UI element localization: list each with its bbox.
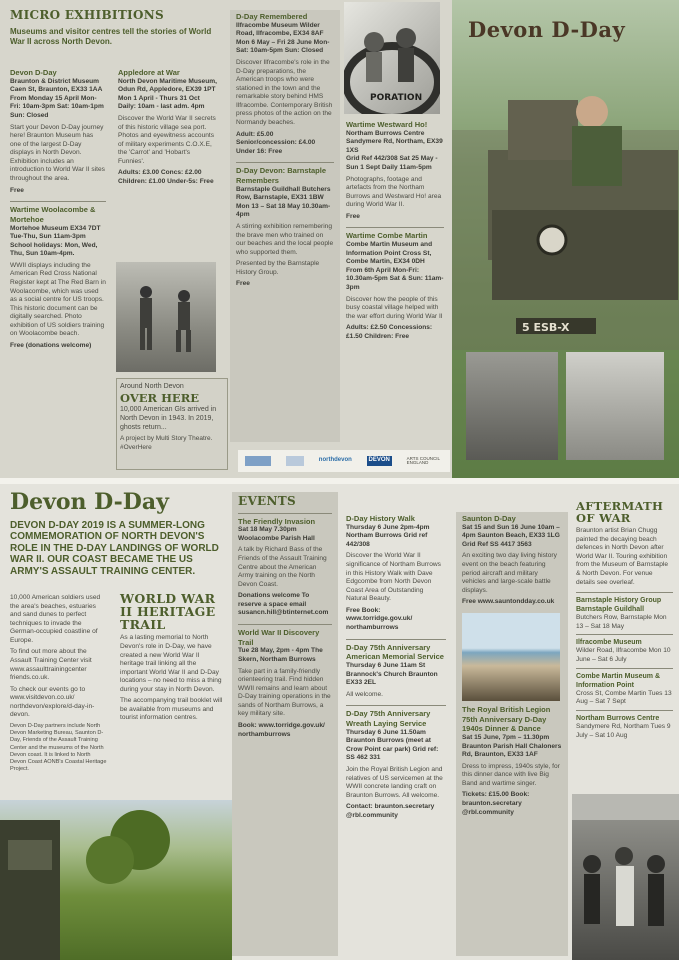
- event-text: Take part in a family-friendly orienteering trail. Find hidden WWII remains and learn about D-Day training operations in the sands of Northam Burrows, a key military site.: [238, 667, 331, 718]
- partner-logos: [238, 450, 450, 472]
- logo-placeholder: [286, 456, 304, 466]
- exhibit-venue: Ilfracombe Museum Wilder Road, Ilfracombe, EX34 8AF: [236, 21, 324, 38]
- intro-text: Museums and visitor centres tell the stories of World War II across North Devon.: [10, 26, 212, 46]
- brand-title: Devon D-Day: [10, 489, 169, 515]
- exhibit-title: Wartime Woolacombe & Mortehoe: [10, 205, 96, 224]
- exhibit-dates: Mon 13 – Sat 18 May 10.30am-4pm: [236, 202, 331, 219]
- heritage-text-2: The accompanying trail booklet will be available from museums and tourist information centres.: [120, 697, 223, 722]
- event-title: The Royal British Legion 75th Anniversary D-Day 1940s Dinner & Dance: [462, 704, 551, 734]
- lifebelt-caption: PORATION: [370, 93, 423, 103]
- exhibit-dates: From Monday 15 April Mon-Fri: 10am-3pm Sat: 10am-1pm Sun: Closed: [10, 94, 104, 119]
- bottom-panel: [0, 484, 679, 960]
- soldiers-text: 10,000 American soldiers used the area's beaches, estuaries and sand dunes to perfect techniques to invade the German-occupied coastline of Europe.: [10, 594, 101, 644]
- section-title: MICRO EXHIBITIONS: [10, 8, 164, 22]
- partners-text: Devon D-Day partners include North Devon Marketing Bureau, Saunton D-Day, Friends of the Assault Training Center and the museums of the North Devon coast. It is linked to North Devon Coast AONB's Coastal Heritage Project.: [10, 722, 107, 773]
- check-text: To check our events go to www.visitdevon.co.uk/ northdevon/explore/d-day-in-devon.: [10, 685, 95, 719]
- event-title: The Friendly Invasion: [238, 516, 316, 526]
- event-venue: Thursday 6 June 2pm-4pm Northam Burrows Grid ref 442/308: [346, 523, 430, 548]
- children-photo: [344, 2, 440, 114]
- jeep-plate: 5 ESB-X: [522, 321, 570, 334]
- event-extra: Free www.sauntondday.co.uk: [462, 598, 555, 606]
- event-text: Dress to impress, 1940s style, for this dinner dance with live Big Band and wartime singer.: [462, 762, 560, 787]
- exhibit-text: A stirring exhibition remembering the brave men who trained on our beaches and the local people who supported them.: [236, 222, 334, 256]
- northdevon-logo: northdevon: [318, 457, 352, 464]
- event-venue: Thursday 6 June 11am St Brannock's Church Braunton EX33 2EL: [346, 662, 438, 687]
- aftermath-title: AFTERMATH OF WAR: [576, 499, 664, 526]
- aftermath-venue-title: Northam Burrows Centre: [576, 714, 660, 722]
- exhibit-venue: Combe Martin Museum and Information Point Cross St, Combe Martin, EX34 0DH: [346, 241, 433, 266]
- event-text: Discover the World War II significance of Northam Burrows in this History Walk with Dave Edgcombe from North Devon Coast Area of Outstanding Natural Beauty.: [346, 552, 441, 603]
- event-text: An exciting two day living history event on the beach featuring period aircraft and military vehicles and large-scale battle displays.: [462, 552, 557, 594]
- exhibit-price: Free (donations welcome): [10, 341, 92, 349]
- aftermath-venue-title: Ilfracombe Museum: [576, 639, 642, 647]
- heritage-title: WORLD WAR II HERITAGE TRAIL: [120, 591, 216, 633]
- exhibit-text: Discover how the people of this busy coastal village helped with the war effort during World War II: [346, 295, 443, 320]
- brand-title: Devon D-Day: [468, 17, 626, 42]
- beach-photo: [566, 352, 664, 460]
- aftermath-venue-title: Combe Martin Museum & Information Point: [576, 672, 661, 689]
- exhibit-price: Adults: £3.00 Concs: £2.00 Children: £1.00 Under-5s: Free: [118, 169, 214, 185]
- jeep-photo: [452, 0, 679, 478]
- over-here-title: OVER HERE: [120, 391, 200, 406]
- top-panel: [0, 0, 679, 478]
- exhibit-venue: North Devon Maritime Museum, Odun Rd, Appledore, EX39 1PT: [118, 77, 217, 94]
- event-text: Join the Royal British Legion and relatives of US servicemen at the WWII concrete landing craft on Braunton Burrows. All welcome.: [346, 766, 443, 799]
- event-extra: Donations welcome To reserve a space email susancn.hill@btinternet.com: [238, 592, 329, 617]
- event-extra: Book: www.torridge.gov.uk/ northamburrows: [238, 721, 325, 738]
- exhibit-title: Wartime Combe Martin: [346, 231, 428, 241]
- exhibit-price: Free: [346, 212, 360, 220]
- aftermath-text: Braunton artist Brian Chugg painted the decaying beach defences in North Devon after World War II. Touring exhibition from the Museum of Barnstaple & North Devon. For venue details see overleaf.: [576, 527, 668, 586]
- event-title: Saunton D-Day: [462, 514, 516, 523]
- event-extra: Contact: braunton.secretary @rbl.community: [346, 803, 435, 819]
- heritage-text: As a lasting memorial to North Devon's role in D-Day, we have created a new World War II heritage trail linking all the important World War II and D-Day locations – no need to miss a thing during your stay in North Devon.: [120, 634, 222, 693]
- exhibit-title: D-Day Remembered: [236, 12, 308, 21]
- exhibit-venue: Mortehoe Museum EX34 7DT: [10, 224, 101, 232]
- soldiers-photo: [116, 262, 216, 372]
- aftermath-venue-text: Wilder Road, Ilfracombe Mon 10 June – Sat 6 July: [576, 647, 671, 664]
- over-here-text: 10,000 American GIs arrived in North Devon in 1943. In 2019, ghosts return...: [120, 406, 217, 431]
- exhibit-venue: Barnstaple Guildhall Butchers Row, Barnstaple, EX31 1BW: [236, 185, 331, 202]
- aftermath-venue-text: Sandymere Rd, Northam Tues 9 July – Sat 10 Aug: [576, 723, 671, 739]
- event-title: D-Day History Walk: [346, 514, 415, 523]
- over-here-credit: A project by Multi Story Theatre. #OverHere: [120, 435, 213, 451]
- event-extra: All welcome.: [346, 690, 384, 698]
- devon-logo: DEVON: [367, 456, 392, 466]
- exhibit-dates: Tue-Thu, Sun 11am-3pm School holidays: Mon, Wed, Thu, Sun 10am-4pm.: [10, 233, 98, 258]
- event-title: D-Day 75th Anniversary Wreath Laying Service: [346, 709, 431, 728]
- over-here-label: Around North Devon: [120, 383, 184, 390]
- exhibit-text: Photographs, footage and artefacts from the Northam Burrows and Westward Ho! area during World War II.: [346, 175, 442, 209]
- dance-photo: [572, 794, 679, 960]
- exhibit-venue: Northam Burrows Centre Sandymere Rd, Northam, EX39 1XS: [346, 129, 443, 154]
- exhibit-title: Appledore at War: [118, 68, 180, 77]
- exhibit-price: Adults: £2.50 Concessions: £1.50 Children: Free: [346, 324, 433, 340]
- event-title: World War II Discovery Trail: [238, 627, 320, 647]
- exhibit-price: Free: [236, 280, 250, 288]
- beach-photo: [466, 352, 558, 460]
- exhibit-text: Discover the World War II secrets of this historic village sea port. Photos and eyewitness accounts of military experiments C.O.X.E, the 'Carrot' and 'Hobart's Funnies'.: [118, 115, 216, 165]
- over-here-box: [116, 378, 228, 470]
- exhibit-text: Discover Ilfracombe's role in the D-Day preparations, the American troops who were stationed in the town and the remarkable story behind HMS Ilfracombe. Contemporary British press photos of the action on the Normandy beaches.: [236, 59, 333, 126]
- aftermath-venue-title: Barnstaple History Group Barnstaple Guildhall: [576, 597, 662, 614]
- countryside-photo: [0, 800, 232, 960]
- exhibit-dates: Mon 1 April - Thurs 31 Oct Daily: 10am - last adm. 4pm: [118, 94, 205, 111]
- arts-council-logo: ARTS COUNCIL ENGLAND: [406, 455, 440, 465]
- exhibit-price: Adult: £5.00 Senior/concession: £4.00 Under 16: Free: [236, 130, 316, 155]
- event-venue: Sat 15 June, 7pm – 11.30pm Braunton Parish Hall Chaloners Rd, Braunton, EX33 1AF: [462, 734, 562, 759]
- aftermath-venue-text: Cross St, Combe Martin Tues 13 Aug – Sat 7 Sept: [576, 689, 672, 706]
- exhibit-title: D-Day Devon: Barnstaple Remembers: [236, 166, 327, 185]
- event-venue: Tue 28 May, 2pm - 4pm The Skern, Northam Burrows: [238, 647, 323, 664]
- exhibit-dates: Mon 6 May – Fri 28 June Mon-Sat: 10am-5pm Sun: Closed: [236, 38, 330, 55]
- exhibit-venue: Braunton & District Museum Caen St, Braunton, EX33 1AA: [10, 77, 103, 94]
- event-venue: Thursday 6 June 11.50am Braunton Burrows (meet at Crow Point car park) Grid ref: SS 462 331: [346, 728, 439, 762]
- exhibit-credit: Presented by the Barnstaple History Group.: [236, 260, 320, 276]
- exhibit-text: WWII displays including the American Red Cross National Register kept at The Red Barn in Woolacombe, which was used as a social centre for US troops. This historic document can be digitally searched. Photo exhibition of US soldiers training on Woolacombe beach.: [10, 261, 106, 338]
- event-extra: Free Book: www.torridge.gov.uk/ northamburrows: [346, 606, 413, 631]
- exhibit-dates: Grid Ref 442/308 Sat 25 May - Sun 1 Sept Daily 11am-5pm: [346, 155, 438, 171]
- event-text: A talk by Richard Bass of the Friends of the Assault Training Centre about the American Army training on the North Devon Coast.: [238, 546, 327, 588]
- lead-text: DEVON D-DAY 2019 IS A SUMMER-LONG COMMEMORATION OF NORTH DEVON'S ROLE IN THE D-DAY LANDINGS OF WORLD WAR II. OUR COAST BECAME THE US ARMY'S ASSAULT TRAINING CENTER.: [10, 519, 219, 577]
- exhibit-price: Free: [10, 186, 24, 194]
- event-venue: Sat 18 May 7.30pm Woolacombe Parish Hall: [238, 526, 315, 542]
- landing-craft-photo: [462, 613, 560, 701]
- exhibit-text: Start your Devon D-Day journey here! Braunton Museum has one of the largest D-Day displays in North Devon. Exhibition includes an introduction to World War II sites throughout the area.: [10, 123, 105, 182]
- event-venue: Sat 15 and Sun 16 June 10am – 4pm Saunton Beach, EX33 1LG Grid Ref SS 4417 3563: [462, 523, 560, 548]
- exhibit-dates: From 6th April Mon-Fri: 10.30am-5pm Sat & Sun: 11am-3pm: [346, 266, 444, 291]
- events-title: EVENTS: [238, 494, 296, 508]
- event-extra: Tickets: £15.00 Book: braunton.secretary @rbl.community: [462, 791, 530, 816]
- event-title: D-Day 75th Anniversary American Memorial Service: [346, 642, 444, 662]
- aftermath-venue-text: Butchers Row, Barnstaple Mon 13 – Sat 18 May: [576, 614, 667, 630]
- exhibit-title: Devon D-Day: [10, 68, 57, 77]
- logo-placeholder: [245, 456, 271, 466]
- exhibit-title: Wartime Westward Ho!: [346, 120, 428, 129]
- find-out-text: To find out more about the Assault Training Center visit www.assaulttrainingcenter friends.co.uk.: [10, 648, 92, 682]
